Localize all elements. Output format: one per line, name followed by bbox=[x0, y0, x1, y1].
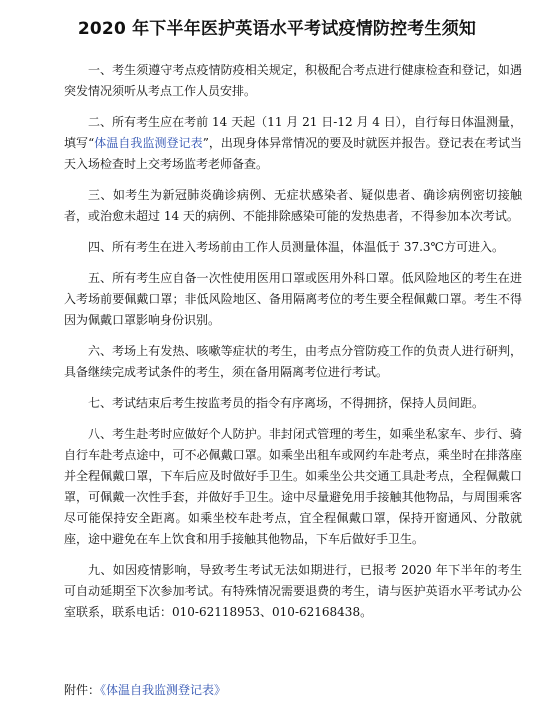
item-9: 九、如因疫情影响，导致考生考试无法如期进行，已报考 2020 年下半年的考生可自动延期至下次参加考试。有特殊情况需要退费的考生，请与医护英语水平考试办公室联系，联系电话：010-62118953、010-62168438。 bbox=[64, 563, 522, 619]
item-8: 八、考生赴考时应做好个人防护。非封闭式管理的考生，如乘坐私家车、步行、骑自行车赴考点途中，可不必佩戴口罩。如乘坐出租车或网约车赴考点，乘坐时在排落座并全程佩戴口罩，下车后应及时做好手卫生。如乘坐公共交通工具赴考点，全程佩戴口罩，可佩戴一次性手套，并做好手卫生。途中尽量避免用手接触其他物品，与周围乘客尽可能保持安全距离。如乘坐校车赴考点，宜全程佩戴口罩，保持开窗通风、分散就座，途中避免在车上饮食和用手接触其他物品，下车后做好手卫生。 bbox=[64, 427, 522, 546]
attachment-line bbox=[64, 680, 226, 701]
item-1: 一、考生须遵守考点疫情防疫相关规定，积极配合考点进行健康检查和登记，如遇突发情况须听从考点工作人员安排。 bbox=[64, 63, 522, 98]
item-4: 四、所有考生在进入考场前由工作人员测量体温，体温低于 37.3℃方可进入。 bbox=[88, 240, 504, 254]
item-3: 三、如考生为新冠肺炎确诊病例、无症状感染者、疑似患者、确诊病例密切接触者，或治愈未超过 14 天的病例、不能排除感染可能的发热患者，不得参加本次考试。 bbox=[64, 188, 522, 223]
page-title: 2020 年下半年医护英语水平考试疫情防控考生须知 bbox=[77, 19, 477, 39]
attachment-label: 附件： bbox=[64, 683, 101, 697]
item-2-text-after: ”，出现身体异常情况的要及时就医并报告。登记表在考试当天入场检查时上交考场监考老师备查。 bbox=[64, 136, 522, 171]
notice-body bbox=[64, 60, 522, 623]
item-6: 六、考场上有发热、咳嗽等症状的考生，由考点分管防疫工作的负责人进行研判，具备继续完成考试条件的考生，须在备用隔离考位进行考试。 bbox=[64, 344, 522, 379]
temperature-form-link[interactable]: 体温自我监测登记表 bbox=[94, 136, 203, 150]
attachment-link[interactable]: 《体温自我监测登记表》 bbox=[100, 683, 227, 697]
item-5: 五、所有考生应自备一次性使用医用口罩或医用外科口罩。低风险地区的考生在进入考场前要佩戴口罩；非低风险地区、备用隔离考位的考生要全程佩戴口罩。考生不得因为佩戴口罩影响身份识别。 bbox=[64, 271, 522, 327]
item-2-text-before: 二、所有考生应在考前 14 天起（11 月 21 日-12 月 4 日），自行每日体温测量，填写“ bbox=[64, 115, 522, 150]
item-2 bbox=[64, 112, 522, 175]
item-7: 七、考试结束后考生按监考员的指令有序离场，不得拥挤，保持人员间距。 bbox=[88, 396, 485, 410]
